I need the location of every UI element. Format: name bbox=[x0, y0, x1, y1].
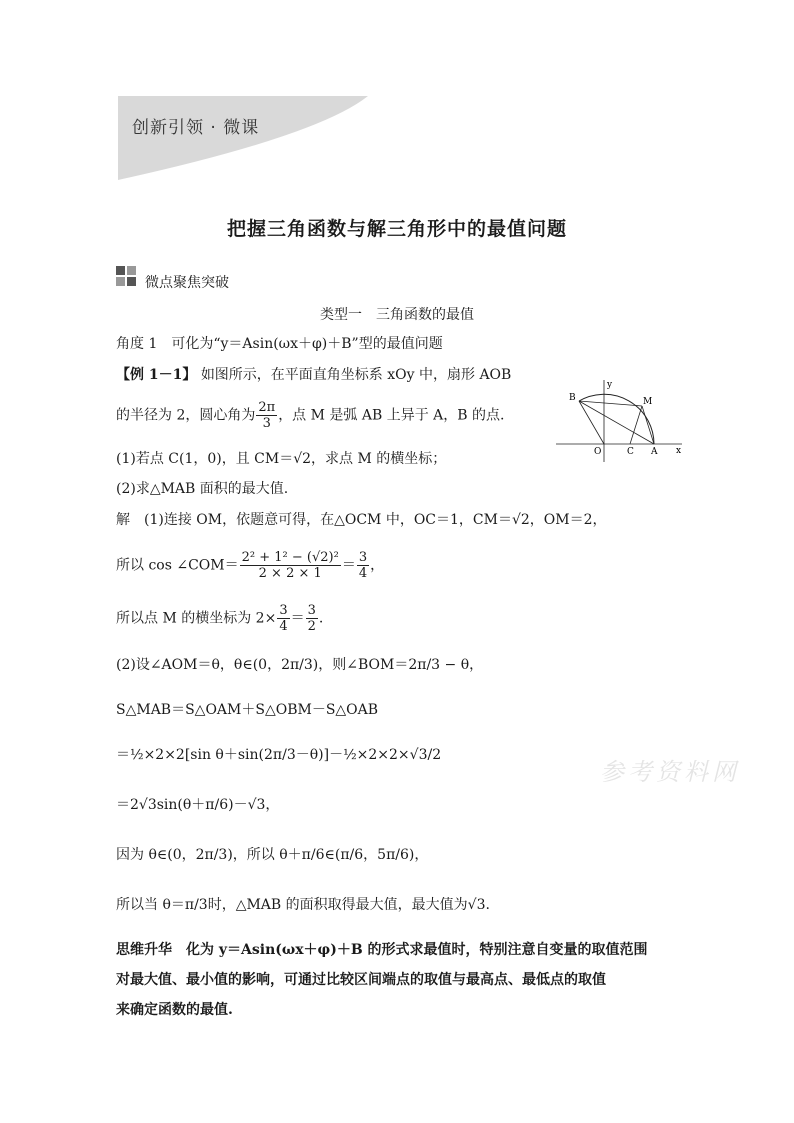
question-1: (1)若点 C(1，0)，且 CM＝√2，求点 M 的横坐标； bbox=[116, 451, 447, 467]
label-O: O bbox=[594, 447, 602, 457]
label-C: C bbox=[627, 447, 634, 457]
sector-figure bbox=[556, 380, 688, 462]
fraction-2pi-3: $\frac{2\pi}{3}$ bbox=[258, 400, 276, 431]
solution-line-8: 因为 θ∈(0，2π/3)，所以 θ＋π/6∈(π/6，5π/6)， bbox=[116, 847, 429, 863]
example-label: 【例 1－1】 bbox=[116, 367, 197, 383]
solution-line-1: 解 (1)连接 OM，依题意可得，在△OCM 中，OC＝1，CM＝√2，OM＝2， bbox=[116, 512, 607, 528]
example-text-2b: ，点 M 是弧 AB 上异于 A，B 的点. bbox=[278, 407, 505, 424]
solution-line-6: ＝½×2×2[sin θ＋sin(2π/3－θ)]－½×2×2×√3/2 bbox=[116, 747, 442, 763]
m-coord-prefix: 所以点 M 的横坐标为 2× bbox=[116, 610, 277, 627]
watermark: 参考资料网 bbox=[600, 758, 740, 786]
solution-line-4: (2)设∠AOM＝θ，θ∈(0，2π/3)，则∠BOM＝2π/3 − θ， bbox=[116, 657, 484, 673]
question-2: (2)求△MAB 面积的最大值. bbox=[116, 481, 289, 497]
summary-line-1 bbox=[116, 940, 648, 960]
label-B: B bbox=[569, 393, 576, 403]
label-x: x bbox=[676, 446, 682, 456]
solution-line-7: ＝2√3sin(θ＋π/6)－√3， bbox=[116, 797, 280, 813]
type-heading: 类型一 三角函数的最值 bbox=[320, 307, 474, 323]
solution-line-3: 所以点 M 的横坐标为 2× $\frac{3}{4}$ ＝ $\frac{3}{2}$ . bbox=[116, 603, 324, 634]
section-label: 微点聚焦突破 bbox=[145, 275, 229, 291]
summary-label: 思维升华 bbox=[116, 942, 172, 958]
label-y: y bbox=[607, 380, 613, 390]
example-text-1: 如图所示，在平面直角坐标系 xOy 中，扇形 AOB bbox=[200, 367, 512, 383]
angle-heading: 角度 1 可化为“y＝Asin(ωx＋φ)＋B”型的最值问题 bbox=[116, 336, 443, 352]
example-line-1 bbox=[116, 365, 511, 385]
cos-result: $\frac{3}{4}$ bbox=[358, 550, 368, 581]
summary-text-1: 化为 y＝Asin(ωx＋φ)＋B 的形式求最值时，特别注意自变量的取值范围 bbox=[186, 942, 648, 958]
solution-line-9: 所以当 θ＝π/3时，△MAB 的面积取得最大值，最大值为√3. bbox=[116, 897, 490, 913]
example-text-2a: 的半径为 2，圆心角为 bbox=[116, 407, 256, 424]
summary-line-2: 对最大值、最小值的影响，可通过比较区间端点的取值与最高点、最低点的取值 bbox=[116, 972, 606, 988]
banner-shape bbox=[118, 96, 368, 180]
cos-prefix: 所以 cos ∠COM＝ bbox=[116, 557, 239, 574]
example-line-2 bbox=[116, 400, 504, 431]
solution-line-2: 所以 cos ∠COM＝ $\frac{\text{2² + 1² − (√2)²}}{2 \times 2 \times 1}$ ＝ $\frac{3}{4}$ ， bbox=[116, 550, 385, 581]
cos-fraction: $\frac{\text{2² + 1² − (√2)²}}{2 \times 2 \times 1}$ bbox=[241, 550, 339, 581]
page-title: 把握三角函数与解三角形中的最值问题 bbox=[226, 218, 567, 240]
summary-line-3: 来确定函数的最值. bbox=[116, 1002, 233, 1018]
label-M: M bbox=[643, 397, 653, 407]
label-A: A bbox=[651, 447, 658, 457]
grid-icon bbox=[116, 266, 136, 286]
solution-line-5: S△MAB＝S△OAM＋S△OBM－S△OAB bbox=[116, 702, 379, 718]
banner-title: 创新引领 · 微课 bbox=[132, 118, 260, 138]
